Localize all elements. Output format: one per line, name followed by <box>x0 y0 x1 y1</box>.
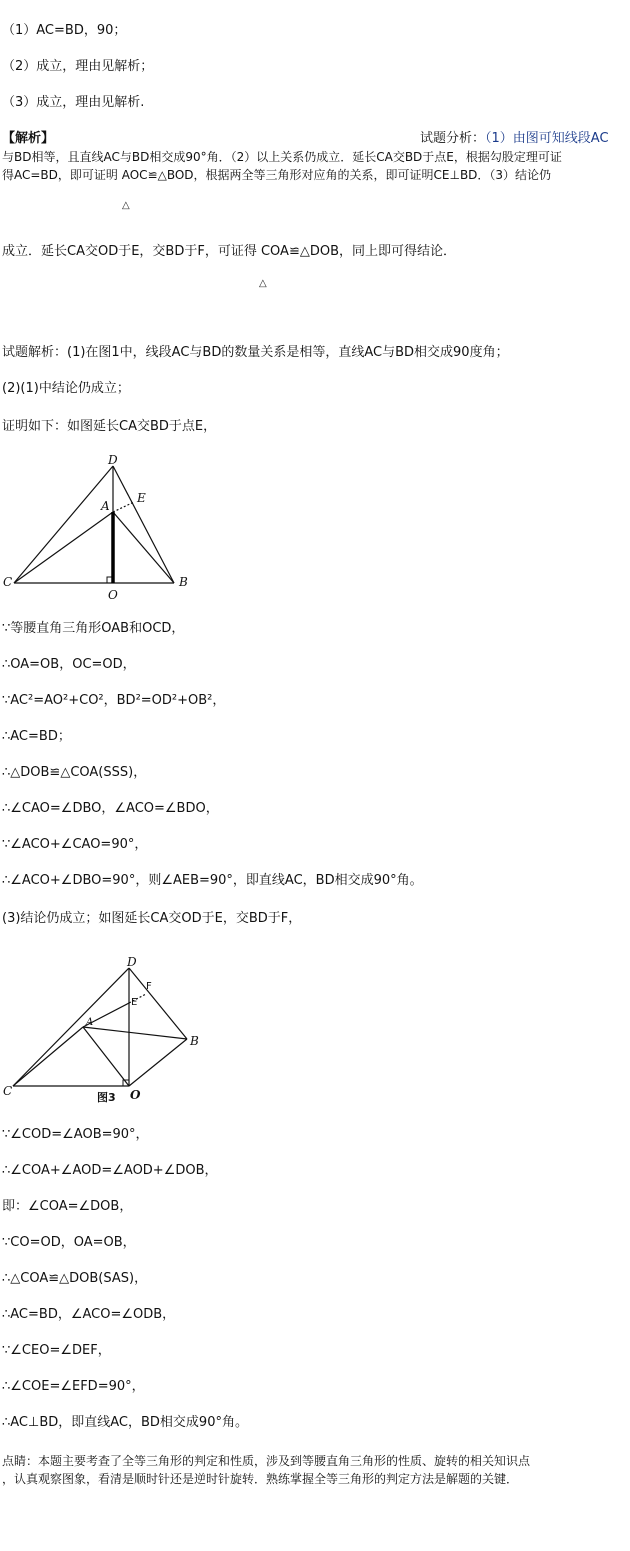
comment-line-1: 点睛：本题主要考查了全等三角形的判定和性质，涉及到等腰直角三角形的性质、旋转的相关知识点 <box>2 1454 531 1468</box>
label-c: C <box>3 575 13 589</box>
label-e: E <box>137 491 146 505</box>
figure-3-diagram <box>0 955 220 1115</box>
analysis-intro-label: 试题分析： <box>420 131 486 146</box>
label-c: C <box>3 1084 13 1098</box>
proof-line: ∴AC⊥BD，即直线AC，BD相交成90°角。 <box>2 1415 248 1430</box>
label-a: A <box>86 1017 94 1028</box>
segment-db <box>129 968 187 1039</box>
label-e: E <box>131 997 138 1008</box>
answer-1: （1）AC=BD，90； <box>2 23 127 38</box>
label-a: A <box>101 499 110 513</box>
proof-line: ∴OA=OB，OC=OD， <box>2 657 136 672</box>
analysis-intro-start: （1）由图可知线段AC <box>485 131 609 146</box>
proof-line: ∴AC=BD； <box>2 729 71 744</box>
label-b: B <box>179 575 188 589</box>
segment-ab <box>113 512 174 583</box>
figure-caption: 图3 <box>97 1091 116 1104</box>
proof-line: ∴∠CAO=∠DBO，∠ACO=∠BDO， <box>2 801 219 816</box>
segment-ca <box>13 1027 83 1086</box>
proof-line: ∵CO=OD，OA=OB， <box>2 1235 136 1250</box>
solution-line: 试题解析：(1)在图1中，线段AC与BD的数量关系是相等，直线AC与BD相交成90度角； <box>2 345 509 360</box>
proof-line: ∵∠CEO=∠DEF， <box>2 1343 111 1358</box>
triangle-symbol: △ <box>259 278 267 289</box>
proof-line: ∵等腰直角三角形OAB和OCD， <box>2 621 185 636</box>
solution-line: 证明如下：如图延长CA交BD于点E， <box>2 419 217 434</box>
segment-ob <box>129 1039 187 1086</box>
label-o: O <box>130 1088 141 1102</box>
answer-2: （2）成立，理由见解析； <box>2 59 154 74</box>
label-f: F <box>146 981 152 992</box>
segment-cd <box>13 968 129 1086</box>
segment-ab <box>83 1027 187 1039</box>
proof-line: 即：∠COA=∠DOB， <box>2 1199 133 1214</box>
proof-line: ∴∠COE=∠EFD=90°， <box>2 1379 145 1394</box>
proof-line: ∴AC=BD，∠ACO=∠ODB， <box>2 1307 176 1322</box>
proof-line: ∵AC²=AO²+CO²，BD²=OD²+OB²， <box>2 693 226 708</box>
analysis-line-3: 得AC=BD，即可证明 AOC≌△BOD，根据两全等三角形对应角的关系，即可证明CE⊥BD．（3）结论仍 <box>2 168 552 182</box>
solution-line: (3)结论仍成立；如图延长CA交OD于E，交BD于F， <box>2 911 302 926</box>
segment-cd <box>14 466 113 583</box>
segment-db <box>113 466 174 583</box>
proof-line: ∴∠COA+∠AOD=∠AOD+∠DOB， <box>2 1163 218 1178</box>
analysis-line-4: 成立．延长CA交OD于E，交BD于F，可证得 COA≌△DOB，同上即可得结论． <box>2 244 456 259</box>
analysis-heading: 【解析】 <box>2 131 55 146</box>
answer-3: （3）成立，理由见解析. <box>2 95 145 110</box>
label-d: D <box>108 453 118 467</box>
comment-line-2: ，认真观察图象，看清是顺时针还是逆时针旋转．熟练掌握全等三角形的判定方法是解题的关键． <box>2 1472 519 1486</box>
segment-ao <box>83 1027 129 1086</box>
proof-line: ∴△DOB≌△COA(SSS)， <box>2 765 147 780</box>
proof-line: ∵∠COD=∠AOB=90°， <box>2 1127 149 1142</box>
analysis-intro <box>420 130 609 148</box>
solution-line: (2)(1)中结论仍成立； <box>2 381 130 396</box>
segment-ae-dashed <box>113 502 134 512</box>
segment-ca <box>14 512 113 583</box>
proof-line: ∴∠ACO+∠DBO=90°，则∠AEB=90°，即直线AC，BD相交成90°角。 <box>2 873 423 888</box>
label-d: D <box>127 955 137 969</box>
figure-1-diagram <box>0 450 200 600</box>
label-b: B <box>190 1034 199 1048</box>
label-o: O <box>108 588 118 602</box>
proof-line: ∴△COA≌△DOB(SAS)， <box>2 1271 148 1286</box>
proof-line: ∵∠ACO+∠CAO=90°， <box>2 837 148 852</box>
analysis-line-2: 与BD相等，且直线AC与BD相交成90°角．（2）以上关系仍成立．延长CA交BD于点E，根据勾股定理可证 <box>2 150 562 164</box>
triangle-symbol: △ <box>122 200 130 211</box>
